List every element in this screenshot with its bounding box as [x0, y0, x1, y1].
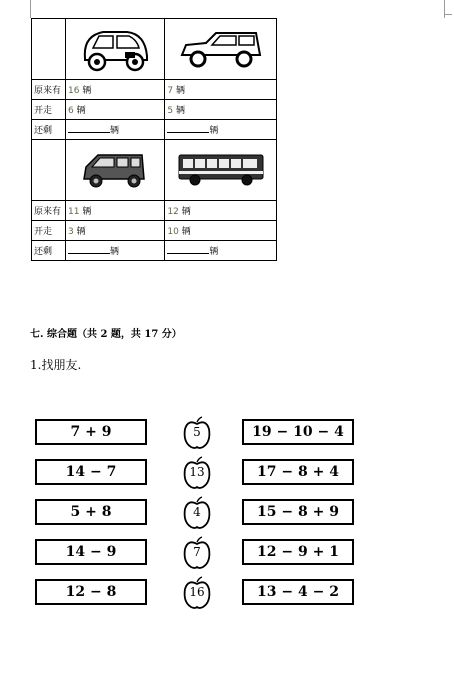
left-away-cell — [66, 221, 165, 241]
unit-label: 辆 — [209, 126, 219, 136]
right-expression-box[interactable]: 13 − 4 − 2 — [242, 579, 354, 605]
apple-icon[interactable] — [182, 416, 212, 450]
unit-label: 辆 — [82, 207, 92, 217]
page-corner-mark — [444, 0, 445, 18]
left-expression-box[interactable]: 14 − 7 — [35, 459, 147, 485]
table-blank-cell — [32, 19, 66, 80]
had-cell — [66, 201, 165, 221]
unit-label: 辆 — [82, 86, 92, 96]
apple-number: 13 — [189, 465, 205, 479]
left-away-cell — [165, 221, 277, 241]
left-away-count: 5 — [167, 106, 174, 116]
left-expression-box[interactable]: 12 − 8 — [35, 579, 147, 605]
row-label-remain: 还剩 — [32, 120, 66, 140]
had-cell — [165, 201, 277, 221]
right-expression-box[interactable]: 15 − 8 + 9 — [242, 499, 354, 525]
answer-blank[interactable] — [167, 123, 209, 133]
unit-label: 辆 — [76, 227, 86, 237]
apple-icon[interactable] — [182, 576, 212, 610]
unit-label: 辆 — [181, 227, 191, 237]
unit-label: 辆 — [209, 247, 219, 257]
answer-blank[interactable] — [68, 244, 110, 254]
had-count: 7 — [167, 86, 174, 96]
apple-icon[interactable] — [182, 456, 212, 490]
van-image — [66, 140, 165, 201]
left-away-cell — [165, 100, 277, 120]
left-expression-box[interactable]: 14 − 9 — [35, 539, 147, 565]
row-label-left-away: 开走 — [32, 100, 66, 120]
left-away-count: 6 — [68, 106, 74, 116]
remain-cell — [165, 120, 277, 140]
remain-cell — [66, 120, 165, 140]
left-away-cell — [66, 100, 165, 120]
beetle-car-image — [66, 19, 165, 80]
answer-blank[interactable] — [68, 123, 110, 133]
right-expression-box[interactable]: 17 − 8 + 4 — [242, 459, 354, 485]
apple-icon[interactable] — [182, 496, 212, 530]
right-expression-box[interactable]: 19 − 10 − 4 — [242, 419, 354, 445]
row-label-left-away: 开走 — [32, 221, 66, 241]
left-away-count: 10 — [167, 227, 179, 237]
row-label-had: 原来有 — [32, 201, 66, 221]
bus-image — [165, 140, 277, 201]
table-blank-cell — [32, 140, 66, 201]
remain-cell — [66, 241, 165, 261]
had-cell — [66, 80, 165, 100]
question-title: 1.找朋友. — [30, 358, 82, 372]
apple-number: 7 — [193, 545, 201, 559]
had-cell — [165, 80, 277, 100]
had-count: 16 — [68, 86, 80, 96]
apple-number: 5 — [193, 425, 201, 439]
had-count: 12 — [167, 207, 179, 217]
right-expression-box[interactable]: 12 − 9 + 1 — [242, 539, 354, 565]
row-label-remain: 还剩 — [32, 241, 66, 261]
unit-label: 辆 — [175, 106, 185, 116]
unit-label: 辆 — [110, 126, 120, 136]
had-count: 11 — [68, 207, 80, 217]
apple-number: 16 — [189, 585, 205, 599]
answer-blank[interactable] — [167, 244, 209, 254]
unit-label: 辆 — [181, 207, 191, 217]
apple-icon[interactable] — [182, 536, 212, 570]
left-expression-box[interactable]: 5 + 8 — [35, 499, 147, 525]
row-label-had: 原来有 — [32, 80, 66, 100]
apple-number: 4 — [193, 505, 201, 519]
unit-label: 辆 — [76, 106, 86, 116]
unit-label: 辆 — [110, 247, 120, 257]
left-expression-box[interactable]: 7 + 9 — [35, 419, 147, 445]
unit-label: 辆 — [175, 86, 185, 96]
section-heading: 七. 综合题（共 2 题，共 17 分） — [30, 329, 182, 340]
remain-cell — [165, 241, 277, 261]
page-corner-mark — [444, 14, 452, 15]
page-corner-mark — [30, 0, 31, 18]
left-away-count: 3 — [68, 227, 74, 237]
vehicle-table — [31, 18, 277, 261]
jeep-image — [165, 19, 277, 80]
